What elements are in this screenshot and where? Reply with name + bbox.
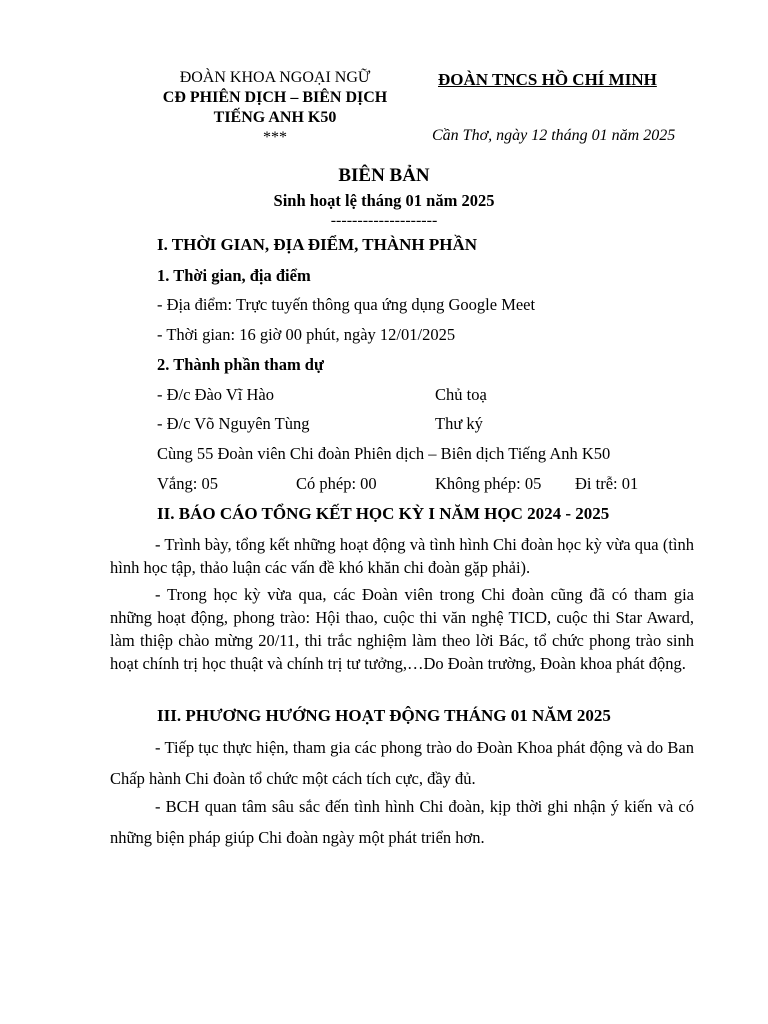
document-title: BIÊN BẢN [338,165,430,186]
members-count: Cùng 55 Đoàn viên Chi đoàn Phiên dịch – Biên dịch Tiếng Anh K50 [157,444,611,463]
late-count: Đi trễ: 01 [575,474,639,493]
section-1-heading: I. THỜI GIAN, ĐỊA ĐIỂM, THÀNH PHẦN [157,235,478,254]
header-branch-name: CĐ PHIÊN DỊCH – BIÊN DỊCH [162,89,388,106]
attendee-role: Chủ toạ [435,385,487,404]
section-2-paragraph: - Trình bày, tổng kết những hoạt động và tình hình Chi đoàn học kỳ vừa qua (tình hình học tập, thảo luận các vấn đề khó khăn chi đoàn gặp phải). [110,535,694,577]
header-stars: *** [263,129,287,146]
attendee-name: - Đ/c Võ Nguyên Tùng [157,414,310,433]
section-3-paragraph: - Tiếp tục thực hiện, tham gia các phong trào do Đoàn Khoa phát động và do Ban Chấp hành Chi đoàn tổ chức một cách tích cực, đầy đủ. [110,738,694,788]
absent-count: Vắng: 05 [157,474,218,493]
meeting-location: - Địa điểm: Trực tuyến thông qua ứng dụng Google Meet [157,295,536,314]
section-2-heading: II. BÁO CÁO TỔNG KẾT HỌC KỲ I NĂM HỌC 2024 - 2025 [157,504,610,523]
excused-count: Có phép: 00 [296,474,377,493]
header-date-line: Cần Thơ, ngày 12 tháng 01 năm 2025 [432,127,676,144]
section-2-paragraph: - Trong học kỳ vừa qua, các Đoàn viên trong Chi đoàn cũng đã có tham gia những hoạt động, phong trào: Hội thao, cuộc thi văn nghệ TICD, cuộc thi Star Award, làm thiệp chào mừng 20/11, thi trắc nghiệm làm theo lời Bác, tổ chức phong trào sinh hoạt chính trị học thuật và chính trị tư tưởng,…Do Đoàn trường, Đoàn khoa phát động. [110,585,694,673]
section-1-sub-participants: 2. Thành phần tham dự [157,355,324,374]
attendee-role: Thư ký [435,414,483,433]
header-organization-title: ĐOÀN TNCS HỒ CHÍ MINH [438,70,657,89]
header-faculty-union: ĐOÀN KHOA NGOẠI NGỮ [179,69,371,86]
meeting-time: - Thời gian: 16 giờ 00 phút, ngày 12/01/2025 [157,325,456,344]
unexcused-count: Không phép: 05 [435,474,542,493]
section-1-sub-time-location: 1. Thời gian, địa điểm [157,266,311,285]
section-3-paragraph: - BCH quan tâm sâu sắc đến tình hình Chi đoàn, kịp thời ghi nhận ý kiến và có những biện pháp giúp Chi đoàn ngày một phát triển hơn. [110,797,694,847]
document-subtitle: Sinh hoạt lệ tháng 01 năm 2025 [273,191,495,210]
attendee-name: - Đ/c Đào Vĩ Hào [157,385,274,404]
title-divider: -------------------- [330,212,438,229]
header-branch-class: TIẾNG ANH K50 [213,109,337,126]
section-3-heading: III. PHƯƠNG HƯỚNG HOẠT ĐỘNG THÁNG 01 NĂM 2025 [157,706,611,725]
header-left-block [120,68,430,148]
